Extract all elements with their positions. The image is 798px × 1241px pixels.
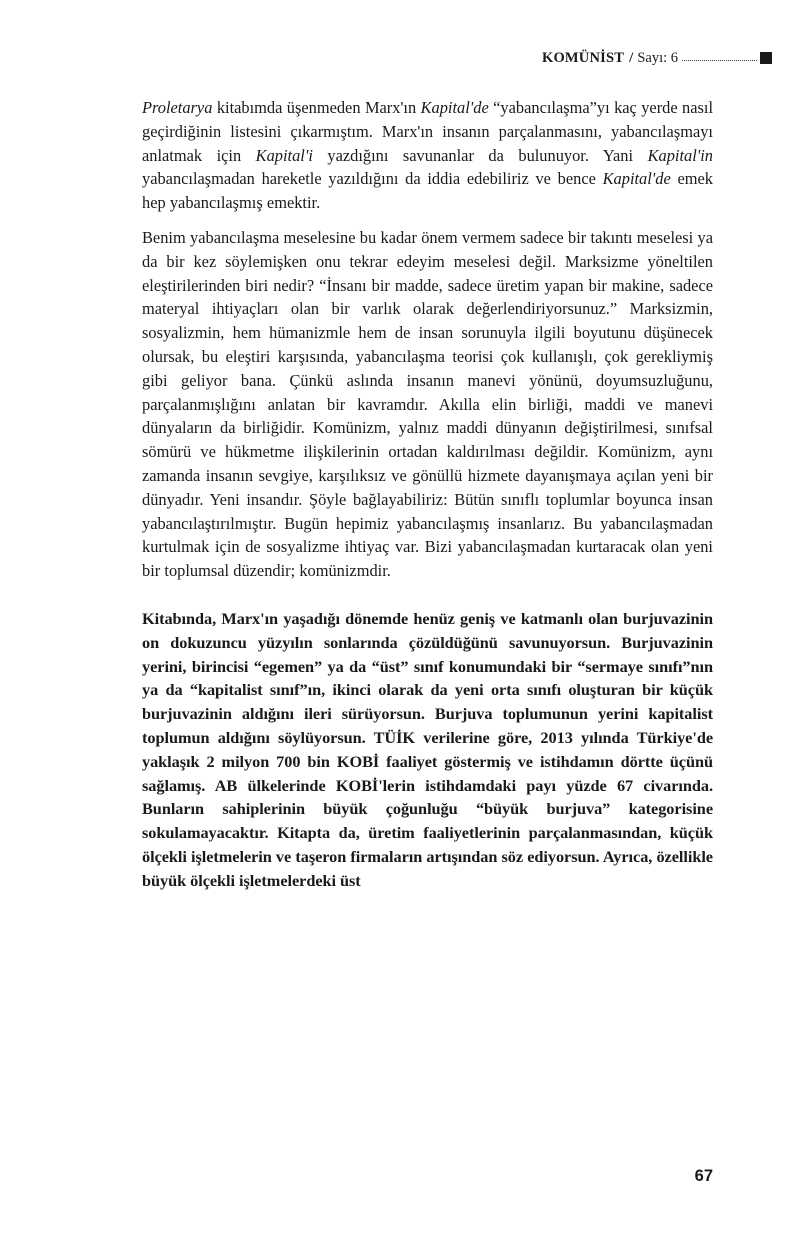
book-title-kapital-i: Kapital'i <box>255 145 313 165</box>
paragraph-1-segment-e: emek hep yabancılaşmış emektir. <box>142 169 713 213</box>
page-number: 67 <box>694 1167 713 1185</box>
paragraph-1 <box>142 96 713 215</box>
running-head-journal-title: KOMÜNİST <box>541 49 625 66</box>
book-title-kapital-de: Kapital'de <box>420 98 489 117</box>
paragraph-1-segment-d: yabancılaşmadan hareketle yazıldığını da iddia edebiliriz ve bence <box>142 169 603 189</box>
dotted-rule-icon <box>682 59 757 61</box>
running-head-separator: / <box>629 49 634 66</box>
black-square-marker-icon <box>760 52 772 64</box>
running-head-issue-number: Sayı: 6 <box>637 49 678 66</box>
paragraph-3-interview-question: Kitabında, Marx'ın yaşadığı dönemde henüz geniş ve katmanlı olan burjuvazinin on dokuzuncu yüzyılın sonlarında çözüldüğünü savunuyorsun. Burjuvazinin yerini, birincisi “egemen” ya da “üst” sınıf konumundaki bir “sermaye sınıfı”nın ya da “kapitalist sınıf”ın, ikinci olarak da yeni orta sınıfı oluşturan bir küçük burjuvazinin aldığını ileri sürüyorsun. Burjuva toplumunun yerini kapitalist toplumun aldığını söylüyorsun. TÜİK verilerine göre, 2013 yılında Türkiye'de yaklaşık 2 milyon 700 bin KOBİ faaliyet göstermiş ve istihdamın dörtte üçünü sağlamış. AB ülkelerinde KOBİ'lerin istihdamdaki payı yüzde 67 civarında. Bunların sahiplerinin büyük çoğunluğu “büyük burjuva” kategorisine sokulamayacaktır. Kitapta da, üretim faaliyetlerinin parçalanmasından, küçük ölçekli işletmelerin ve taşeron firmaların artışından söz ediyorsun. Ayrıca, özellikle büyük ölçekli işletmelerdeki üst <box>142 608 713 890</box>
paragraph-1-segment-c: yazdığını savunanlar da bulunuyor. Yani <box>312 145 648 165</box>
text-column <box>142 96 713 893</box>
book-title-kapital-de-2: Kapital'de <box>602 169 671 189</box>
book-title-proletarya: Proletarya <box>142 98 213 117</box>
paragraph-2: Benim yabancılaşma meselesine bu kadar önem vermem sadece bir takıntı meselesi ya da bir kez söylemişken onu tekrar edeyim meselesi değil. Marksizme yöneltilen eleştirilerinden biri nedir? “İnsanı bir madde, sadece üretim yapan bir makine, sadece materyal ihtiyaçları olan bir varlık olarak değerlendiriyorsunuz.” Marksizmin, sosyalizmin, hem hümanizmle hem de insan sorunuyla ilgili boyutunu düşünecek olursak, bu eleştiri karşısında, yabancılaşma teorisi çok kullanışlı, çok gerekliymiş gibi geliyor bana. Çünkü aslında insanın manevi yönünü, doyumsuzluğunu, parçalanmışlığını anlatan bir kavramdır. Akılla elin birliği, maddi ve manevi dünyaların da birliğidir. Komünizm, yalnız maddi dünyanın değiştirilmesi, sınıfsal sömürü ve hükmetme ilişkilerinin ortadan kaldırılması değildir. Komünizm, aynı zamanda insanın sevgiye, karşılıksız ve gönüllü hizmete dayanışmaya açılan yeni bir dünyadır. Yeni insandır. Şöyle bağlayabiliriz: Bütün sınıflı toplumlar boyunca insan yabancılaştırılmıştır. Bugün hepimiz yabancılaşmış insanlarız. Bu yabancılaşmadan kurtulmak için de sosyalizme ihtiyaç var. Bizi yabancılaşmadan kurtaracak olan yeni bir toplumsal düzendir; komünizmdir. <box>142 227 713 581</box>
paragraph-1-segment-b: “yabancılaşma”yı kaç yerde nasıl geçirdiğinin listesini çıkarmıştım. Marx'ın insanın parçalanmasını, yabancılaşmayı anlatmak için <box>142 98 714 165</box>
paragraph-1-segment-a: kitabımda üşenmeden Marx'ın <box>212 98 421 117</box>
book-title-kapital-in: Kapital'in <box>647 145 713 165</box>
running-head <box>142 46 772 70</box>
